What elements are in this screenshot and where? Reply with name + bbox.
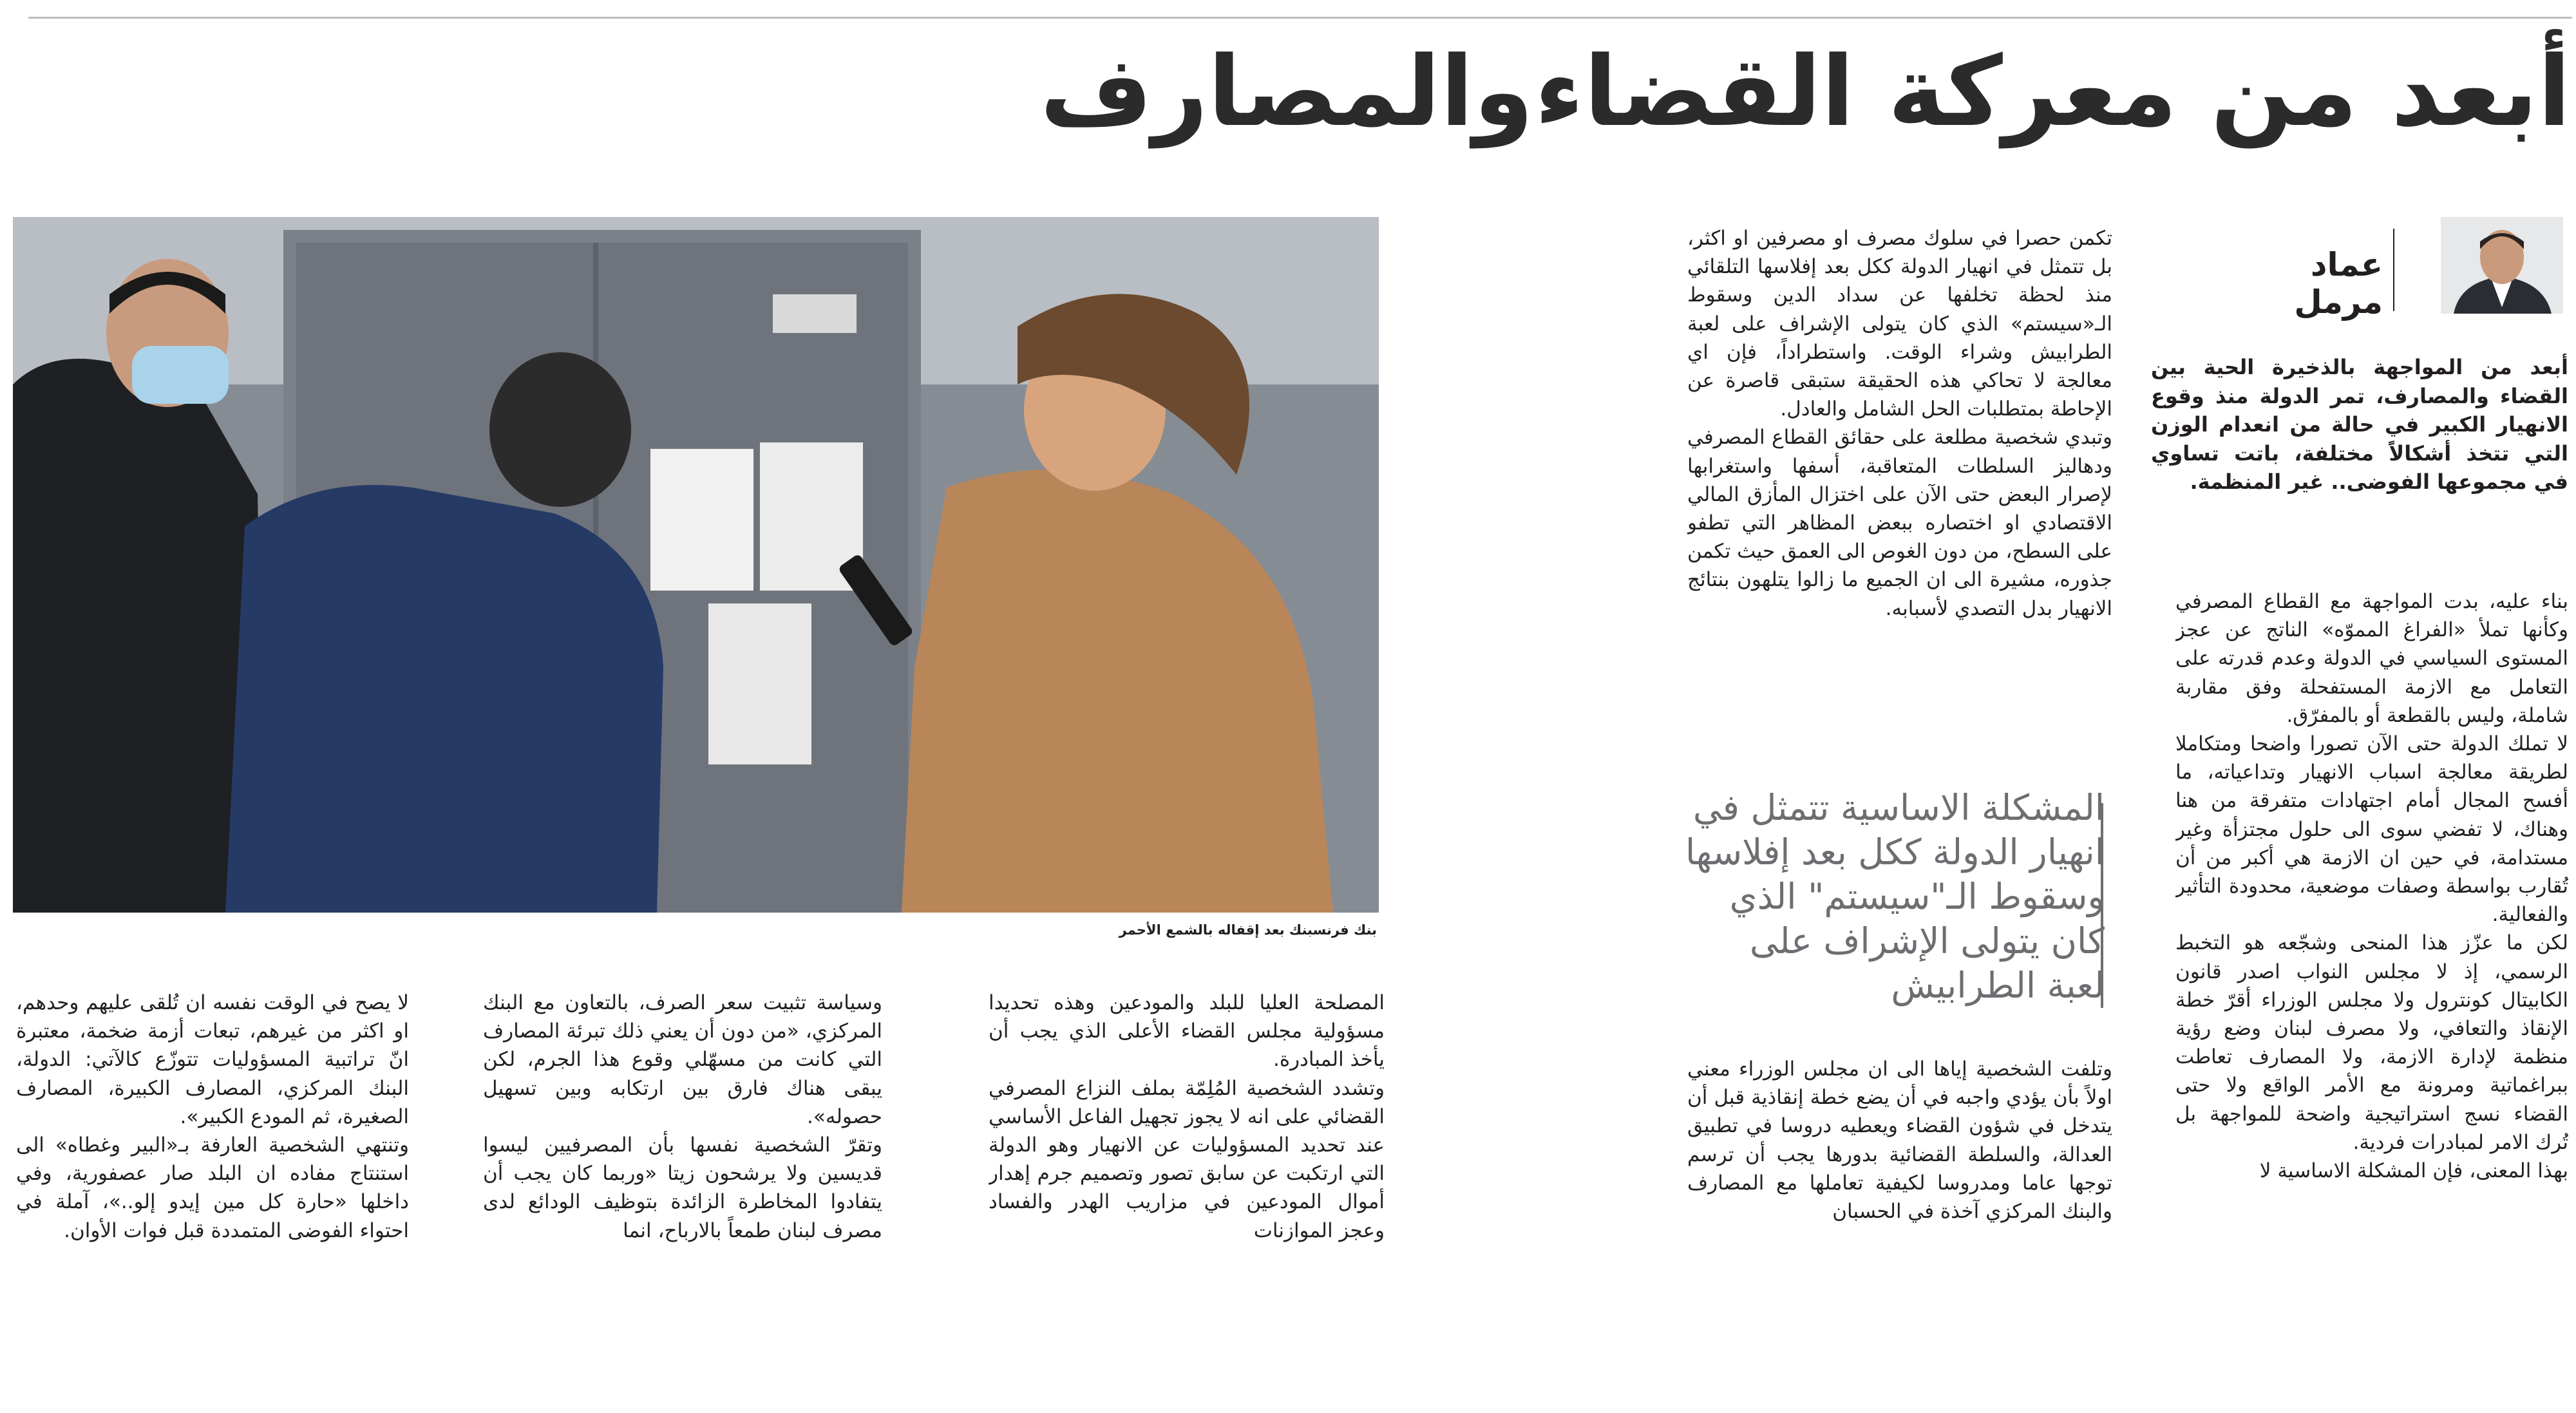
intro-paragraph: أبعد من المواجهة بالذخيرة الحية بين القضاء والمصارف، تمر الدولة منذ وقوع الانهيار الكبير في حالة من انعدام الوزن التي تتخذ أشكالاً مختلفة، باتت تساوي في مجموعها الفوضى.. غير المنظمة. (2151, 355, 2568, 495)
column-2-top (1687, 224, 2112, 759)
author-name: عماد مرمل (2294, 246, 2383, 321)
article-photo (13, 217, 1379, 913)
author-portrait (2441, 217, 2563, 314)
author-photo (2441, 217, 2563, 314)
paragraph: وتلفت الشخصية إياها الى ان مجلس الوزراء معني اولاً بأن يؤدي واجبه في أن يضع خطة إنقاذية قبل أن يتدخل في شؤون القضاء ويعطيه دروسا في تطبيق العدالة، والسلطة القضائية بدورها يجب أن ترسم توجها عاما ومدروسا لكيفية تعاملها مع المصارف والبنك المركزي آخذة في الحسبان (1687, 1057, 2112, 1224)
paragraph: تكمن حصرا في سلوك مصرف او مصرفين او اكثر، بل تتمثل في انهيار الدولة ككل بعد إفلاسها التلقائي منذ لحظة تخلفها عن سداد الدين وسقوط الـ«سيستم» الذي كان يتولى الإشراف على لعبة الطرابيش وشراء الوقت. واستطراداً، فإن اي معالجة لا تحاكي هذه الحقيقة ستبقى قاصرة عن الإحاطة بمتطلبات الحل الشامل والعادل. (1687, 227, 2112, 421)
column-4 (483, 989, 882, 1291)
paragraph: وتشدد الشخصية المُلِمّة بملف النزاع المصرفي القضائي على انه لا يجوز تجهيل الفاعل الأساسي عند تحديد المسؤوليات عن الانهيار وهو الدولة التي ارتكبت عن سابق تصور وتصميم جرم إهدار أموال المودعين في مزاريب الهدر والفساد وعجز الموازنات (989, 1076, 1385, 1242)
column-5 (16, 989, 409, 1291)
headline-secondary: والمصارف (1040, 36, 1534, 148)
article-intro (2151, 353, 2568, 497)
paragraph: وتقرّ الشخصية نفسها بأن المصرفيين ليسوا قديسين ولا يرشحون زيتا «وربما كان يجب أن يتفادوا المخاطرة الزائدة بتوظيف الودائع لدى مصرف لبنان طمعاً بالارباح، انما (483, 1133, 882, 1242)
column-1 (2175, 587, 2568, 1296)
photo-illustration (13, 217, 1379, 913)
headline-main: أبعد من معركة القضاء (1534, 36, 2571, 148)
author-divider (2393, 229, 2394, 311)
paragraph: وسياسة تثبيت سعر الصرف، بالتعاون مع البنك المركزي، «من دون أن يعني ذلك تبرئة المصارف التي كانت من مسهّلي وقوع هذا الجرم، لكن يبقى هناك فارق بين ارتكابه وبين تسهيل حصوله». (483, 991, 882, 1128)
pull-quote: المشكلة الاساسية تتمثل في انهيار الدولة ككل بعد إفلاسها وسقوط الـ"سيستم" الذي كان يتولى الإشراف على لعبة الطرابيش (1685, 787, 2105, 1006)
column-2-bottom (1687, 1055, 2112, 1293)
paragraph: بهذا المعنى، فإن المشكلة الاساسية لا (2259, 1159, 2568, 1183)
paragraph: لا تملك الدولة حتى الآن تصورا واضحا ومتكاملا لطريقة معالجة اسباب الانهيار وتداعياته، ما أفسح المجال أمام اجتهادات متفرقة من هنا وهناك، لا تفضي سوى الى حلول مجتزأة وغير مستدامة، في حين ان الازمة هي أكبر من أن تُقارب بواسطة وصفات موضعية، محدودة التأثير والفعالية. (2175, 732, 2568, 927)
paragraph: وتنتهي الشخصية العارفة بـ«البير وغطاه» الى استنتاج مفاده ان البلد صار عصفورية، وفي داخلها «حارة كل مين إيدو إلو..»، آملة في احتواء الفوضى المتمددة قبل فوات الأوان. (16, 1133, 409, 1242)
paragraph: بناء عليه، بدت المواجهة مع القطاع المصرفي وكأنها تملأ «الفراغ المموّه» الناتج عن عجز المستوى السياسي في الدولة وعدم قدرته على التعامل مع الازمة المستفحلة وفق مقاربة شاملة، وليس بالقطعة أو بالمفرّق. (2175, 590, 2568, 727)
column-3 (989, 989, 1385, 1291)
photo-caption: بنك فرنسبنك بعد إقفاله بالشمع الأحمر (1119, 922, 1377, 938)
paragraph: لا يصح في الوقت نفسه ان تُلقى عليهم وحدهم، او اكثر من غيرهم، تبعات أزمة ضخمة، معتبرة انّ تراتبية المسؤوليات تتوزّع كالآتي: الدولة، البنك المركزي، المصارف الكبيرة، المصارف الصغيرة، ثم المودع الكبير». (16, 991, 409, 1128)
paragraph: لكن ما عزّز هذا المنحى وشجّعه هو التخبط الرسمي، إذ لا مجلس النواب اصدر قانون الكابيتال كونترول ولا مجلس الوزراء أقرّ خطة الإنقاذ والتعافي، ولا مصرف لبنان وضع رؤية منظمة لإدارة الازمة، ولا المصارف تعاطت ببراغماتية ومرونة مع الأمر الواقع ولا حتى القضاء نسج استراتيجية واضحة للمواجهة بل تُرك الامر لمبادرات فردية. (2175, 931, 2568, 1154)
paragraph: وتبدي شخصية مطلعة على حقائق القطاع المصرفي ودهاليز السلطات المتعاقبة، أسفها واستغرابها لإصرار البعض حتى الآن على اختزال المأزق المالي الاقتصادي او اختصاره ببعض المظاهر التي تطفو على السطح، من دون الغوص الى العمق حيث تكمن جذوره، مشيرة الى ان الجميع ما زالوا يتلهون بنتائج الانهيار بدل التصدي لأسبابه. (1687, 426, 2112, 620)
paragraph: المصلحة العليا للبلد والمودعين وهذه تحديدا مسؤولية مجلس القضاء الأعلى الذي يجب أن يأخذ المبادرة. (989, 991, 1385, 1072)
top-rule (28, 17, 2572, 19)
